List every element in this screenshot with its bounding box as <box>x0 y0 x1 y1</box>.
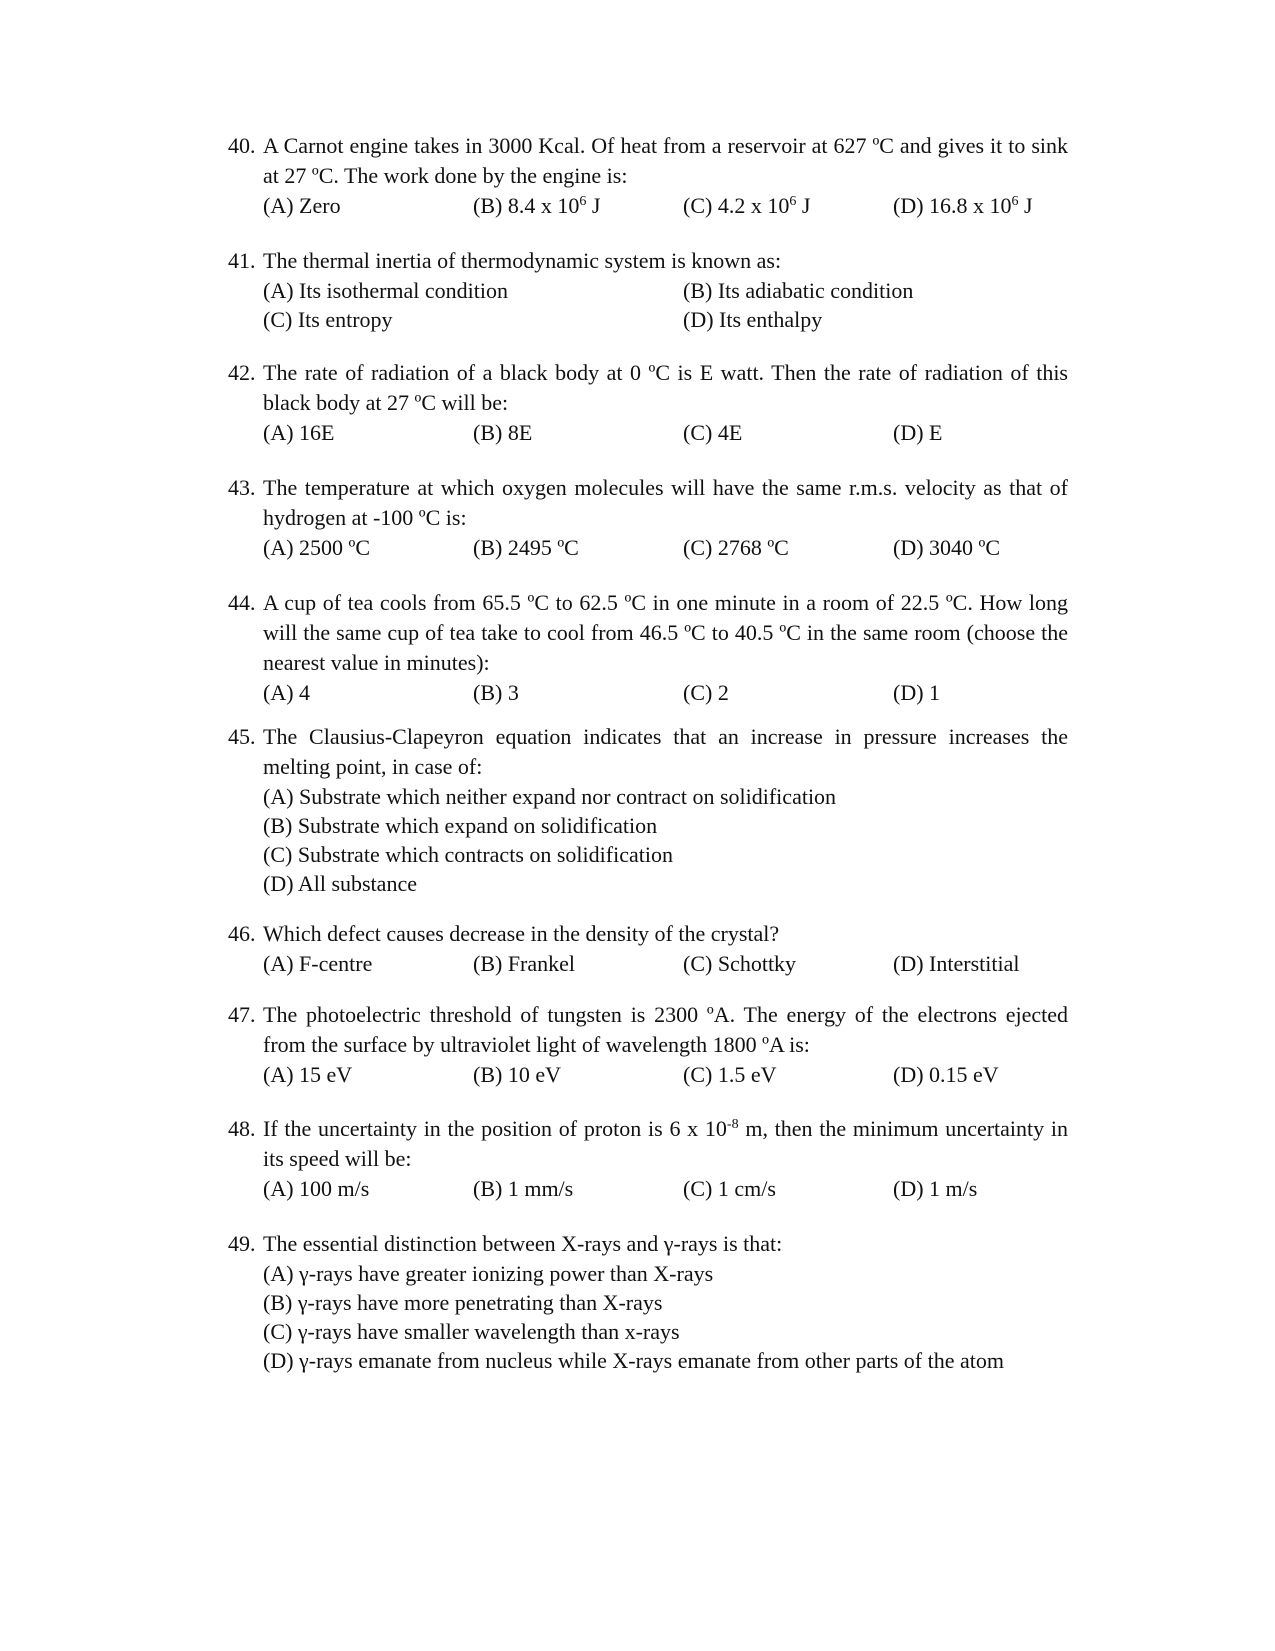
question-42 <box>228 358 1068 448</box>
question-number: 42. <box>228 360 256 385</box>
option-d: (D) 3040 ºC <box>893 535 1001 560</box>
option-c: (C) Substrate which contracts on solidification <box>263 842 673 867</box>
question-number: 49. <box>228 1231 256 1256</box>
option-b: (B) 8E <box>473 420 533 445</box>
question-48 <box>228 1114 1068 1204</box>
option-a: (A) 4 <box>263 680 311 705</box>
option-d: (D) 1 <box>893 680 941 705</box>
question-stem <box>228 131 1068 191</box>
question-number: 43. <box>228 475 256 500</box>
question-text: The rate of radiation of a black body at 0 ºC is E watt. Then the rate of radiation of this black body at 27 ºC will be: <box>263 360 1068 415</box>
question-text: The Clausius-Clapeyron equation indicates that an increase in pressure increases the melting point, in case of: <box>263 724 1068 779</box>
option-b: (B) Substrate which expand on solidification <box>263 813 658 838</box>
options <box>263 678 1068 708</box>
question-stem <box>228 919 1068 949</box>
option-c: (C) γ-rays have smaller wavelength than x-rays <box>263 1319 680 1344</box>
option-b: (B) Frankel <box>473 951 576 976</box>
option-c: (C) 1.5 eV <box>683 1062 777 1087</box>
question-number: 47. <box>228 1002 256 1027</box>
question-41 <box>228 246 1068 334</box>
option-a: (A) Zero <box>263 193 341 218</box>
question-stem <box>228 358 1068 418</box>
option-d: (D) 16.8 x $10^6$ J <box>893 193 1033 218</box>
option-b: (B) γ-rays have more penetrating than X-rays <box>263 1290 663 1315</box>
option-a: (A) Substrate which neither expand nor contract on solidification <box>263 784 837 809</box>
option-c: (C) 4E <box>683 420 743 445</box>
option-d: (D) Its enthalpy <box>683 307 823 332</box>
option-d: (D) 1 m/s <box>893 1176 978 1201</box>
question-44 <box>228 588 1068 708</box>
option-b: (B) 2495 ºC <box>473 535 579 560</box>
option-a: (A) 2500 ºC <box>263 535 371 560</box>
option-a: (A) 15 eV <box>263 1062 353 1087</box>
option-c: (C) Schottky <box>683 951 797 976</box>
option-d: (D) All substance <box>263 871 417 896</box>
question-stem <box>228 722 1068 782</box>
question-number: 48. <box>228 1116 256 1141</box>
question-text: The essential distinction between X-rays and γ-rays is that: <box>263 1231 783 1256</box>
question-stem <box>228 1000 1068 1060</box>
options <box>263 533 1068 563</box>
question-46 <box>228 919 1068 979</box>
question-43 <box>228 473 1068 563</box>
question-text: The temperature at which oxygen molecules will have the same r.m.s. velocity as that of hydrogen at -100 ºC is: <box>263 475 1068 530</box>
question-number: 41. <box>228 248 256 273</box>
question-text: If the uncertainty in the position of proton is 6 x $10^{-8}$ m, then the minimum uncertainty in its speed will be: <box>263 1116 1069 1171</box>
option-c: (C) 2768 ºC <box>683 535 789 560</box>
question-number: 46. <box>228 921 256 946</box>
options <box>263 782 1068 898</box>
question-text: Which defect causes decrease in the density of the crystal? <box>263 921 780 946</box>
option-a: (A) γ-rays have greater ionizing power than X-rays <box>263 1261 714 1286</box>
question-49 <box>228 1229 1068 1375</box>
question-stem <box>228 246 1068 276</box>
option-c: (C) 4.2 x $10^6$ J <box>683 193 811 218</box>
options <box>263 1259 1068 1375</box>
option-c: (C) 1 cm/s <box>683 1176 776 1201</box>
option-d: (D) E <box>893 420 943 445</box>
option-b: (B) Its adiabatic condition <box>683 278 914 303</box>
option-b: (B) 8.4 x $10^6$ J <box>473 193 601 218</box>
question-number: 45. <box>228 724 256 749</box>
options <box>263 1060 1068 1090</box>
option-c: (C) Its entropy <box>263 307 393 332</box>
option-a: (A) F-centre <box>263 951 373 976</box>
options <box>263 1174 1068 1204</box>
option-b: (B) 10 eV <box>473 1062 561 1087</box>
question-text: A cup of tea cools from 65.5 ºC to 62.5 ºC in one minute in a room of 22.5 ºC. How long will the same cup of tea take to cool from 46.5 ºC to 40.5 ºC in the same room (choose the nearest value in minutes): <box>263 590 1068 675</box>
options <box>263 949 1068 979</box>
question-text: The thermal inertia of thermodynamic system is known as: <box>263 248 782 273</box>
option-a: (A) 100 m/s <box>263 1176 370 1201</box>
question-stem <box>228 473 1068 533</box>
question-number: 40. <box>228 133 256 158</box>
question-47 <box>228 1000 1068 1090</box>
question-text: The photoelectric threshold of tungsten is 2300 ºA. The energy of the electrons ejected from the surface by ultraviolet light of wavelength 1800 ºA is: <box>263 1002 1068 1057</box>
question-stem <box>228 588 1068 678</box>
options <box>263 418 1068 448</box>
option-b: (B) 1 mm/s <box>473 1176 574 1201</box>
option-a: (A) 16E <box>263 420 335 445</box>
option-d: (D) γ-rays emanate from nucleus while X-rays emanate from other parts of the atom <box>263 1348 1004 1373</box>
option-d: (D) 0.15 eV <box>893 1062 999 1087</box>
option-a: (A) Its isothermal condition <box>263 278 509 303</box>
option-d: (D) Interstitial <box>893 951 1020 976</box>
options <box>263 191 1068 221</box>
question-stem <box>228 1114 1068 1174</box>
question-number: 44. <box>228 590 256 615</box>
question-text: A Carnot engine takes in 3000 Kcal. Of heat from a reservoir at 627 ºC and gives it to sink at 27 ºC. The work done by the engine is: <box>263 133 1068 188</box>
question-40 <box>228 131 1068 221</box>
question-stem <box>228 1229 1068 1259</box>
options <box>263 276 1068 334</box>
option-c: (C) 2 <box>683 680 729 705</box>
question-45 <box>228 722 1068 898</box>
option-b: (B) 3 <box>473 680 519 705</box>
